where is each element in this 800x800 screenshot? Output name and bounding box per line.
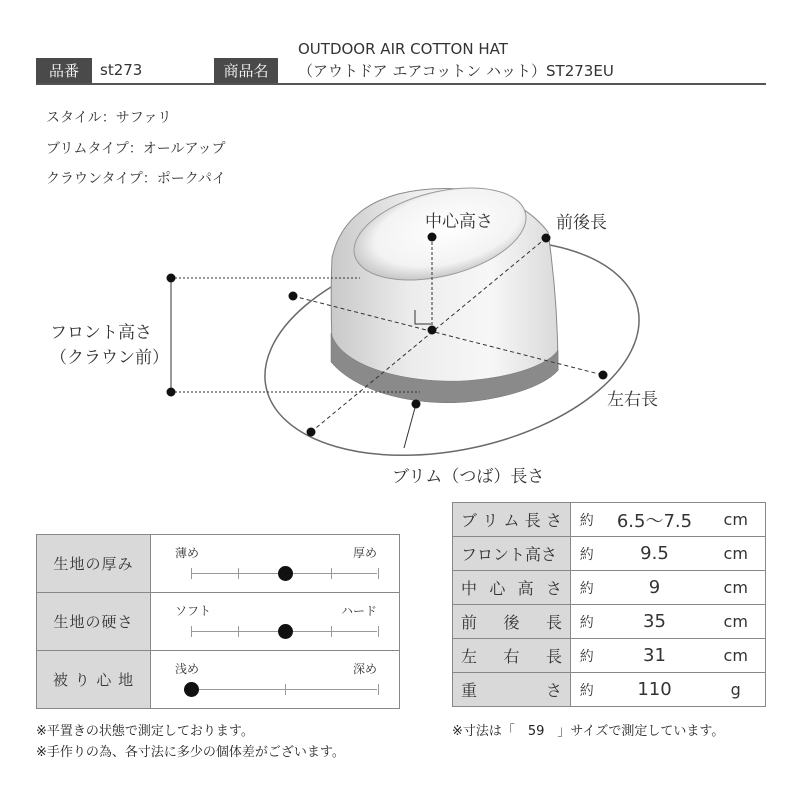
feel-scale (151, 535, 400, 593)
scale-marker (278, 566, 293, 581)
measurement-row (453, 639, 766, 673)
scale-right-label: 深め (352, 662, 377, 676)
scale-left-label: ソフト (175, 604, 212, 618)
feel-label: 生地の硬さ (37, 593, 151, 651)
scale-left-label: 浅め (175, 662, 200, 676)
scale-tick (238, 626, 239, 637)
measurement-label: 中 心 高 さ (453, 571, 571, 605)
measurement-approx: 約 (571, 673, 603, 707)
scale-right-label: 厚め (352, 546, 377, 560)
feel-table (36, 534, 400, 709)
scale-tick (191, 568, 192, 579)
measurement-label: フロント高さ (453, 537, 571, 571)
scale-tick (378, 568, 379, 579)
measurement-approx: 約 (571, 537, 603, 571)
measurement-row (453, 571, 766, 605)
note-size: ※寸法は「 59 」サイズで測定しています。 (452, 724, 725, 739)
feel-row-stiffness (37, 593, 400, 651)
feel-row-fit (37, 651, 400, 709)
scale-right-label: ハード (340, 604, 377, 618)
measurement-row (453, 503, 766, 537)
feel-scale (151, 593, 400, 651)
measurement-row (453, 673, 766, 707)
measurement-unit: cm (707, 503, 766, 537)
scale-left-label: 薄め (175, 546, 200, 560)
label-front-height: フロント高さ (50, 323, 152, 343)
label-center-height: 中心高さ (425, 212, 493, 232)
measurement-value: 9 (603, 571, 707, 605)
feel-scale (151, 651, 400, 709)
feel-row-thickness (37, 535, 400, 593)
scale-marker (278, 624, 293, 639)
label-brim-length: ブリム（つば）長さ (392, 467, 545, 487)
measurement-unit: cm (707, 639, 766, 673)
measurement-value: 31 (603, 639, 707, 673)
scale-marker (184, 682, 199, 697)
scale-tick (285, 684, 286, 695)
product-code: st273 (100, 61, 143, 79)
spec-style: スタイル：サファリ (46, 110, 172, 126)
scale-tick (331, 568, 332, 579)
measurement-row (453, 537, 766, 571)
spec-brim-type: ブリムタイプ：オールアップ (46, 141, 226, 157)
measurement-approx: 約 (571, 571, 603, 605)
scale-tick (378, 684, 379, 695)
measurement-value: 110 (603, 673, 707, 707)
measurement-value: 6.5～7.5 (603, 503, 707, 537)
measurement-value: 9.5 (603, 537, 707, 571)
measurement-approx: 約 (571, 503, 603, 537)
code-tag: 品番 (36, 58, 92, 84)
measurement-label: 前 後 長 (453, 605, 571, 639)
measurement-approx: 約 (571, 639, 603, 673)
measurement-unit: cm (707, 537, 766, 571)
label-front-height-sub: （クラウン前） (50, 348, 169, 368)
measurement-unit: cm (707, 571, 766, 605)
measurement-label: 重 さ (453, 673, 571, 707)
measurement-unit: g (707, 673, 766, 707)
measurement-label: ブ リ ム 長 さ (453, 503, 571, 537)
scale-tick (378, 626, 379, 637)
measurement-value: 35 (603, 605, 707, 639)
name-tag: 商品名 (214, 58, 278, 84)
note-handmade: ※手作りの為、各寸法に多少の個体差がございます。 (36, 745, 345, 760)
label-front-back: 前後長 (556, 213, 607, 233)
note-flat-measure: ※平置きの状態で測定しております。 (36, 724, 254, 739)
scale-tick (331, 626, 332, 637)
product-name-en: OUTDOOR AIR COTTON HAT (298, 40, 508, 58)
measurement-row (453, 605, 766, 639)
spec-crown-type: クラウンタイプ：ポークパイ (46, 171, 226, 187)
scale-tick (238, 568, 239, 579)
feel-label: 被 り 心 地 (37, 651, 151, 709)
measurement-label: 左 右 長 (453, 639, 571, 673)
measurement-unit: cm (707, 605, 766, 639)
label-left-right: 左右長 (607, 390, 658, 410)
measurement-table (452, 502, 766, 707)
feel-label: 生地の厚み (37, 535, 151, 593)
measurement-approx: 約 (571, 605, 603, 639)
product-name-ja: （アウトドア エアコットン ハット）ST273EU (298, 62, 614, 80)
scale-tick (191, 626, 192, 637)
